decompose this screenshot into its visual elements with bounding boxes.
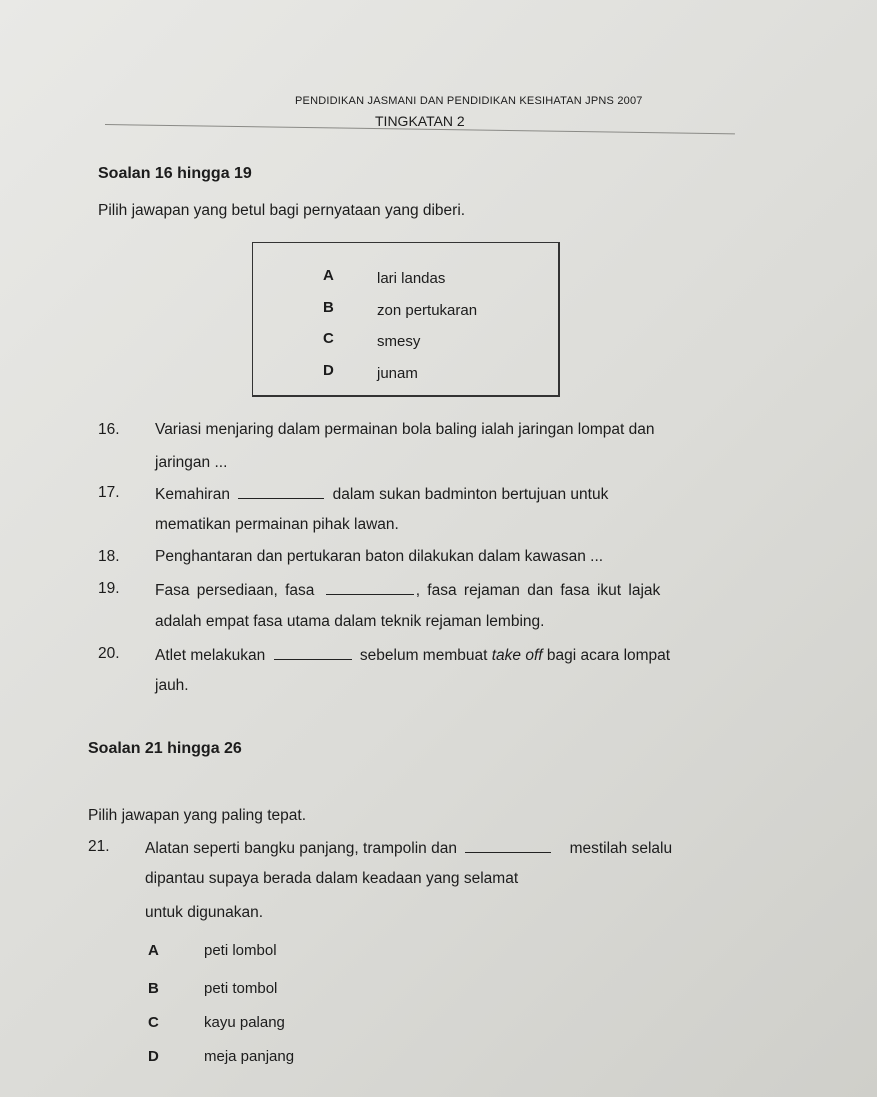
- question-number: 18.: [98, 548, 120, 565]
- option-text: peti lombol: [204, 942, 277, 959]
- answer-blank: [326, 580, 414, 595]
- question-19-text-cont: adalah empat fasa utama dalam teknik rejaman lembing.: [155, 613, 545, 630]
- option-text: smesy: [377, 333, 421, 350]
- option-text: junam: [377, 365, 418, 382]
- question-20-text: [155, 645, 670, 665]
- option-text: kayu palang: [204, 1014, 285, 1031]
- question-21-after: mestilah selalu: [569, 840, 673, 857]
- question-20-before: Atlet melakukan: [155, 647, 266, 664]
- question-20-after: sebelum membuat: [359, 647, 488, 664]
- option-letter: C: [323, 330, 334, 347]
- question-19-before: Fasa persediaan, fasa: [155, 582, 315, 599]
- section2-heading: Soalan 21 hingga 26: [88, 740, 242, 757]
- option-letter: C: [148, 1014, 159, 1031]
- question-20-after2: bagi acara lompat: [546, 647, 671, 664]
- question-21-before: Alatan seperti bangku panjang, trampolin dan: [145, 840, 457, 857]
- answer-blank: [274, 645, 352, 660]
- question-18-text: Penghantaran dan pertukaran baton dilakukan dalam kawasan ...: [155, 548, 604, 565]
- option-letter: B: [323, 299, 334, 316]
- question-16-text: Variasi menjaring dalam permainan bola baling ialah jaringan lompat dan: [155, 421, 655, 438]
- question-number: 21.: [88, 838, 110, 855]
- option-letter: B: [148, 980, 159, 997]
- question-19-text: [155, 580, 660, 600]
- option-letter: A: [323, 267, 334, 284]
- option-letter: A: [148, 942, 159, 959]
- option-text: lari landas: [377, 270, 446, 287]
- section2-instruction: Pilih jawapan yang paling tepat.: [88, 807, 307, 824]
- question-17-before: Kemahiran: [155, 486, 230, 503]
- option-text: meja panjang: [204, 1048, 295, 1065]
- question-number: 20.: [98, 645, 120, 662]
- question-17-text: [155, 484, 608, 504]
- answer-blank: [465, 838, 551, 853]
- question-20-text-cont: jauh.: [155, 677, 189, 694]
- question-number: 17.: [98, 484, 120, 501]
- question-20-italic-term: take off: [491, 647, 543, 664]
- section1-heading: Soalan 16 hingga 19: [98, 165, 252, 182]
- question-21-text-cont: dipantau supaya berada dalam keadaan yang selamat: [145, 870, 519, 887]
- option-letter: D: [323, 362, 334, 379]
- document-level: TINGKATAN 2: [375, 113, 465, 129]
- document-header-title: PENDIDIKAN JASMANI DAN PENDIDIKAN KESIHATAN JPNS 2007: [295, 95, 643, 107]
- question-21-text-cont: untuk digunakan.: [145, 904, 264, 921]
- answer-blank: [238, 484, 324, 499]
- question-16-text-cont: jaringan ...: [155, 454, 228, 471]
- question-number: 19.: [98, 580, 120, 597]
- question-number: 16.: [98, 421, 120, 438]
- question-19-after: , fasa rejaman dan fasa ikut lajak: [415, 582, 661, 599]
- section1-instruction: Pilih jawapan yang betul bagi pernyataan yang diberi.: [98, 202, 466, 219]
- question-21-text: [145, 838, 672, 858]
- option-text: peti tombol: [204, 980, 278, 997]
- question-17-text-cont: mematikan permainan pihak lawan.: [155, 516, 399, 533]
- option-letter: D: [148, 1048, 159, 1065]
- option-text: zon pertukaran: [377, 302, 478, 319]
- question-17-after: dalam sukan badminton bertujuan untuk: [332, 486, 609, 503]
